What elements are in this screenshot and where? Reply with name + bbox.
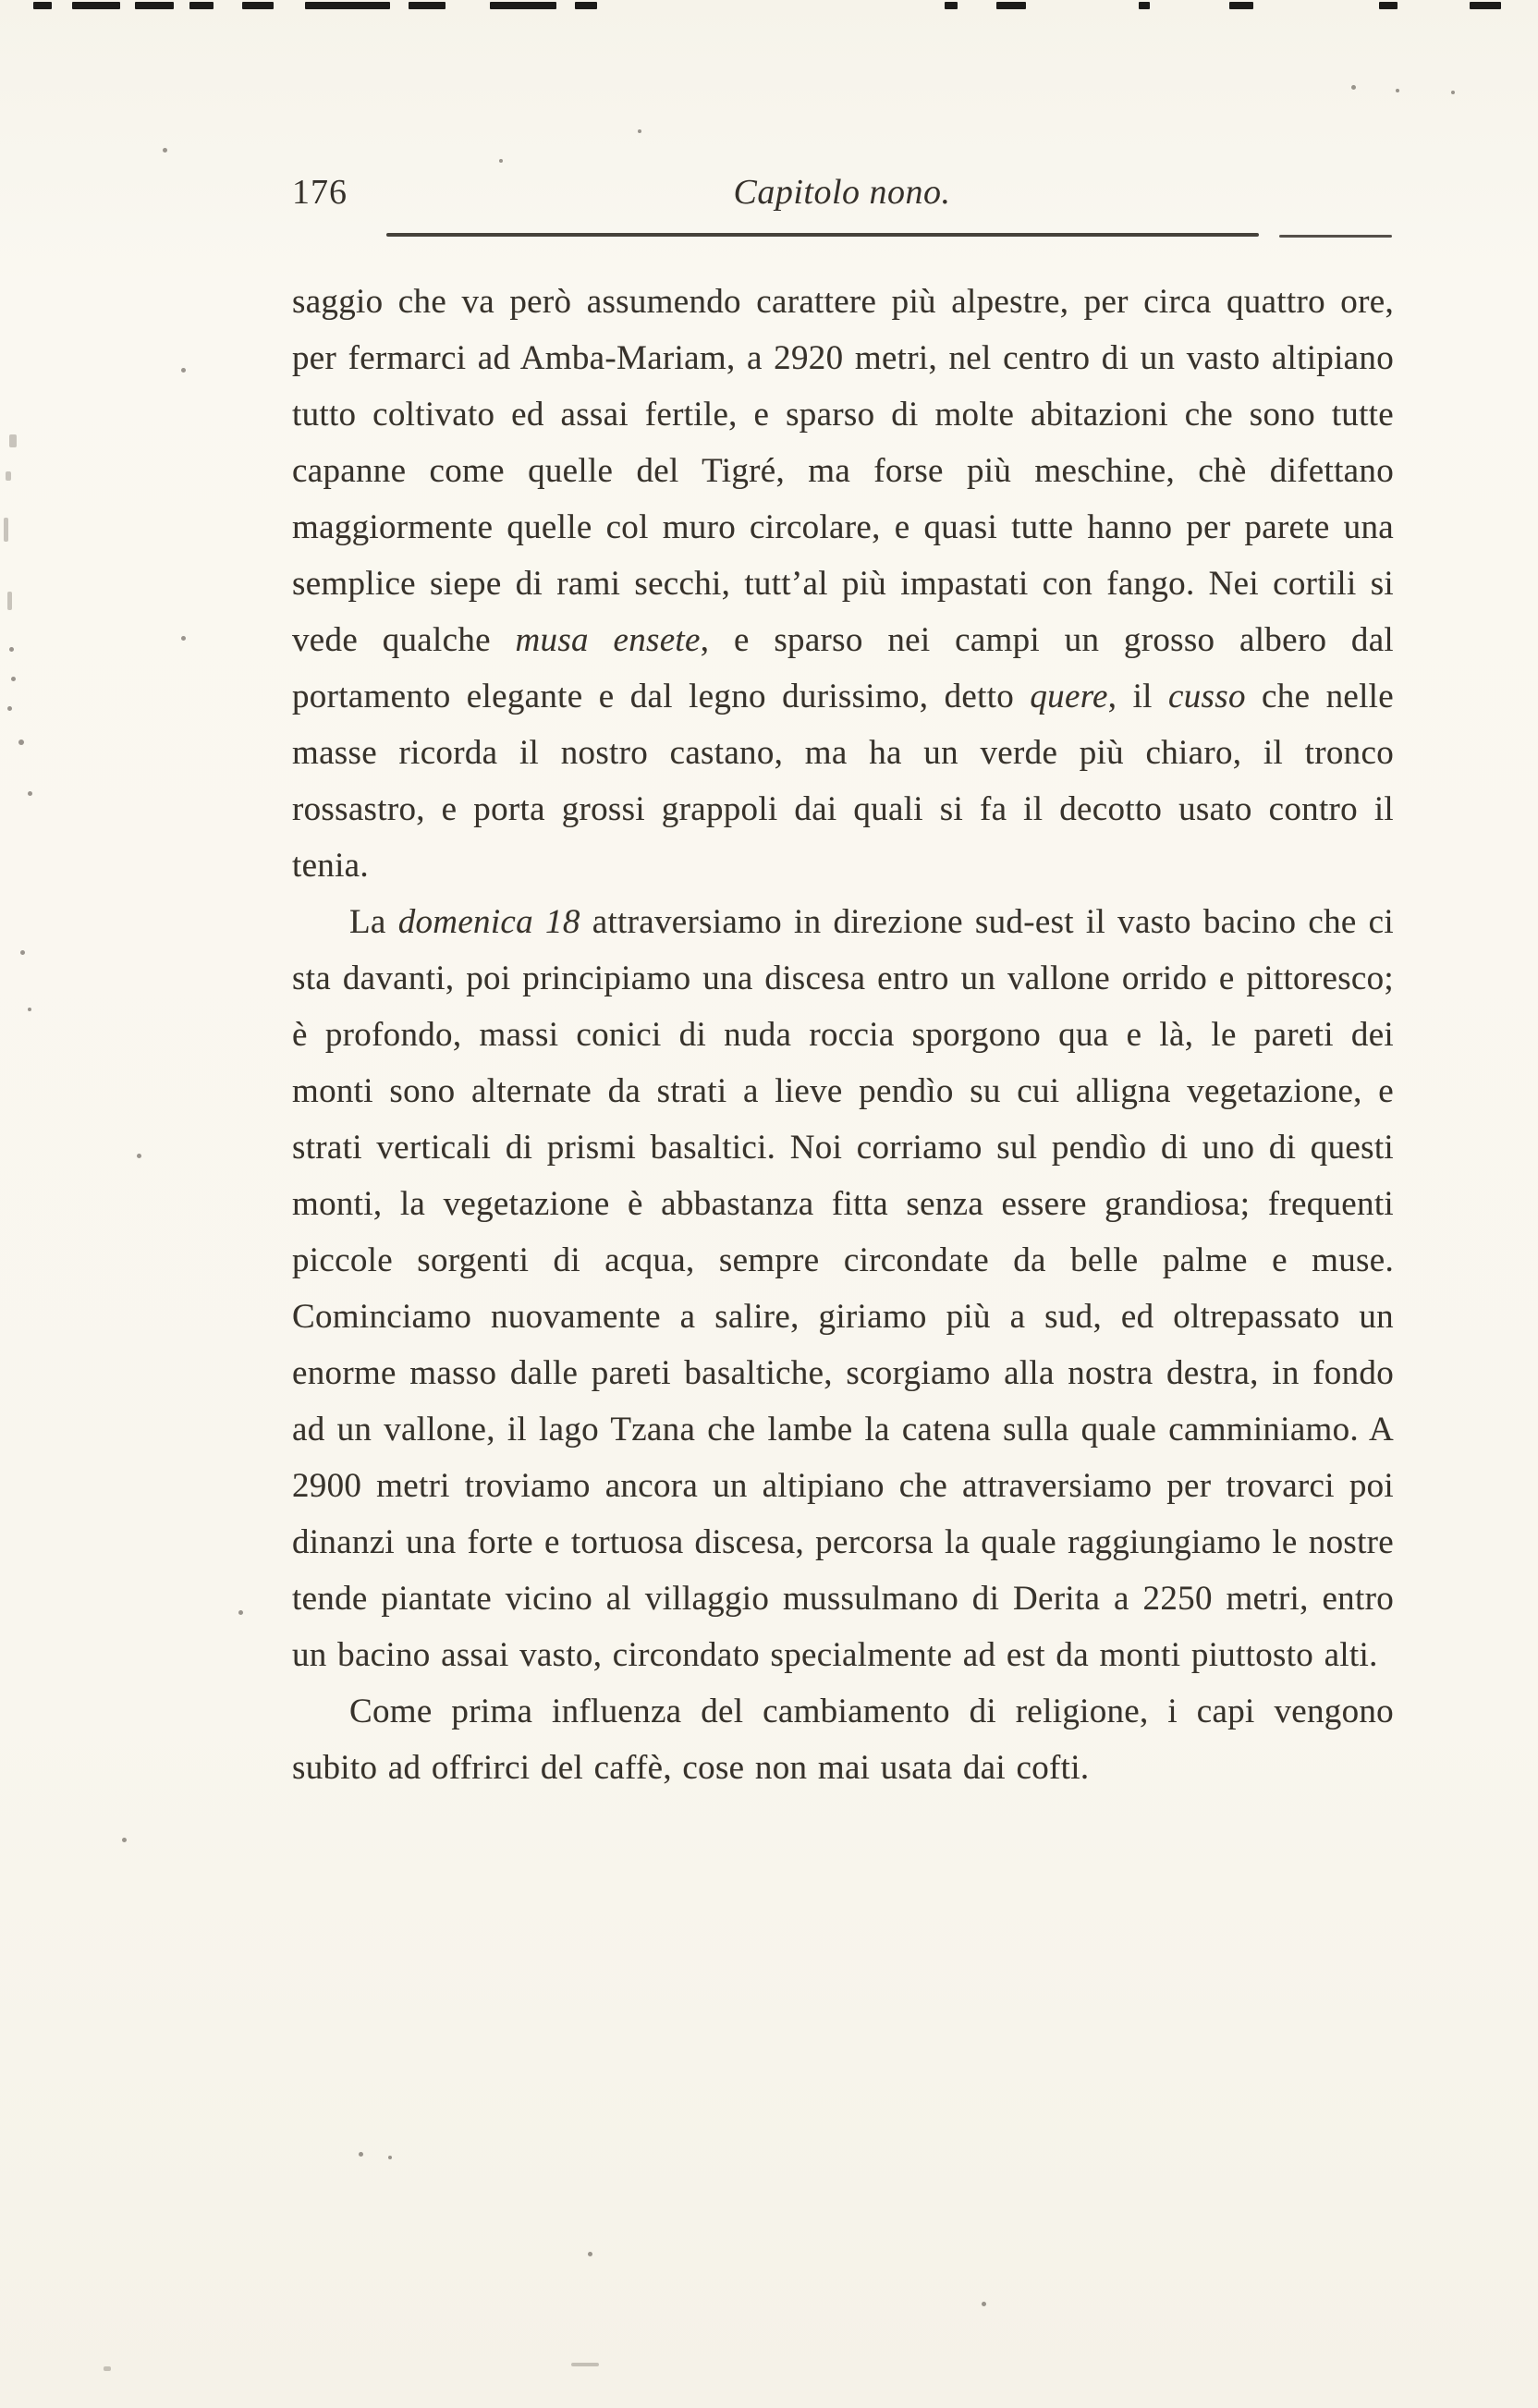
scan-speck	[1351, 85, 1356, 90]
scan-speck	[181, 636, 186, 641]
text-segment: che nelle masse ricorda il nostro castano, ma ha un verde più chiaro, il tronco rossastro, e porta grossi grappoli dai quali si fa il decotto usato contro il tenia.	[292, 678, 1394, 885]
text-segment-italic: quere	[1030, 678, 1108, 715]
scan-speck	[28, 1008, 31, 1011]
text-segment-italic: cusso	[1168, 678, 1246, 715]
scan-artifact	[305, 2, 390, 9]
scan-artifact	[242, 2, 274, 9]
scan-speck	[982, 2302, 986, 2306]
scan-artifact	[575, 2, 597, 9]
scan-speck	[588, 2252, 592, 2256]
text-block	[292, 274, 1394, 1796]
scan-speck	[1396, 89, 1399, 92]
scan-smudge	[6, 471, 11, 481]
scan-speck	[499, 159, 503, 163]
text-segment: , e sparso nei campi un grosso albero dal portamento elegante e dal legno durissimo, detto	[292, 621, 1395, 715]
scan-speck	[163, 148, 167, 153]
scan-artifact	[135, 2, 174, 9]
scan-speck	[28, 791, 32, 796]
scan-artifact	[1470, 2, 1501, 9]
scan-artifact	[189, 2, 214, 9]
scan-smudge	[7, 592, 12, 610]
scan-smudge	[9, 434, 17, 447]
scan-artifact	[1139, 2, 1150, 9]
text-segment-italic: domenica 18	[397, 903, 580, 941]
scan-artifact	[72, 2, 120, 9]
paragraph-2	[292, 894, 1394, 1683]
scan-artifact	[1229, 2, 1253, 9]
scan-speck	[238, 1610, 243, 1615]
text-segment: , il	[1107, 678, 1169, 715]
page-number: 176	[292, 173, 348, 212]
text-segment: La	[349, 903, 398, 941]
scan-speck	[11, 677, 16, 681]
scan-speck	[359, 2152, 363, 2157]
scan-speck	[638, 129, 641, 133]
text-segment: Come prima influenza del cambiamento di religione, i capi vengono subito ad offrirci del caffè, cose non mai usata dai cofti.	[292, 1693, 1394, 1787]
running-header-title: Capitolo nono.	[733, 173, 951, 212]
page-header	[292, 172, 1392, 220]
scan-artifact	[945, 2, 958, 9]
scan-speck	[388, 2156, 392, 2159]
scan-artifact	[996, 2, 1026, 9]
scan-speck	[20, 950, 25, 955]
scan-artifact	[33, 2, 52, 9]
scan-smudge	[104, 2366, 111, 2371]
header-rule	[386, 233, 1259, 237]
scan-speck	[1451, 91, 1455, 94]
scan-speck	[18, 740, 24, 745]
scan-speck	[181, 368, 186, 373]
text-segment-italic: musa ensete	[515, 621, 701, 659]
text-segment: attraversiamo in direzione sud-est il vasto bacino che ci sta davanti, poi principiamo una discesa entro un vallone orrido e pittoresco; è profondo, massi conici di nuda roccia sporgono qua e là, le pareti dei monti sono alternate da strati a lieve pendìo su cui alligna vegetazione, e strati verticali di prismi basaltici. Noi corriamo sul pendìo di uno di questi monti, la vegetazione è abbastanza fitta senza essere grandiosa; frequenti piccole sorgenti di acqua, sempre circondate da belle palme e muse. Cominciamo nuovamente a salire, giriamo più a sud, ed oltrepassato un enorme masso dalle pareti basaltiche, scorgiamo alla nostra destra, in fondo ad un vallone, il lago Tzana che lambe la catena sulla quale camminiamo. A 2900 metri troviamo ancora un altipiano che attraversiamo per trovarci poi dinanzi una forte e tortuosa discesa, percorsa la quale raggiungiamo le nostre tende piantate vicino al villaggio mussulmano di Derita a 2250 metri, entro un bacino assai vasto, circondato specialmente ad est da monti piuttosto alti.	[292, 903, 1394, 1674]
scan-speck	[7, 706, 12, 711]
scan-artifact	[490, 2, 556, 9]
scan-speck	[9, 647, 14, 652]
header-rule-segment	[1279, 235, 1392, 238]
scan-smudge	[571, 2363, 599, 2366]
scan-speck	[122, 1838, 127, 1842]
scan-smudge	[4, 518, 8, 542]
text-segment: saggio che va però assumendo carattere più alpestre, per circa quattro ore, per fermarci ad Amba-Mariam, a 2920 metri, nel centro di un vasto altipiano tutto coltivato ed assai fertile, e sparso di molte abitazioni che sono tutte capanne come quelle del Tigré, ma forse più meschine, chè difettano maggiormente quelle col muro circolare, e quasi tutte hanno per parete una semplice siepe di rami secchi, tutt’al più impastati con fango. Nei cortili si vede qualche	[292, 283, 1394, 659]
scan-artifact	[1379, 2, 1398, 9]
paragraph-1	[292, 274, 1394, 894]
scan-artifact	[409, 2, 446, 9]
scan-speck	[137, 1154, 141, 1158]
paragraph-3	[292, 1683, 1394, 1796]
